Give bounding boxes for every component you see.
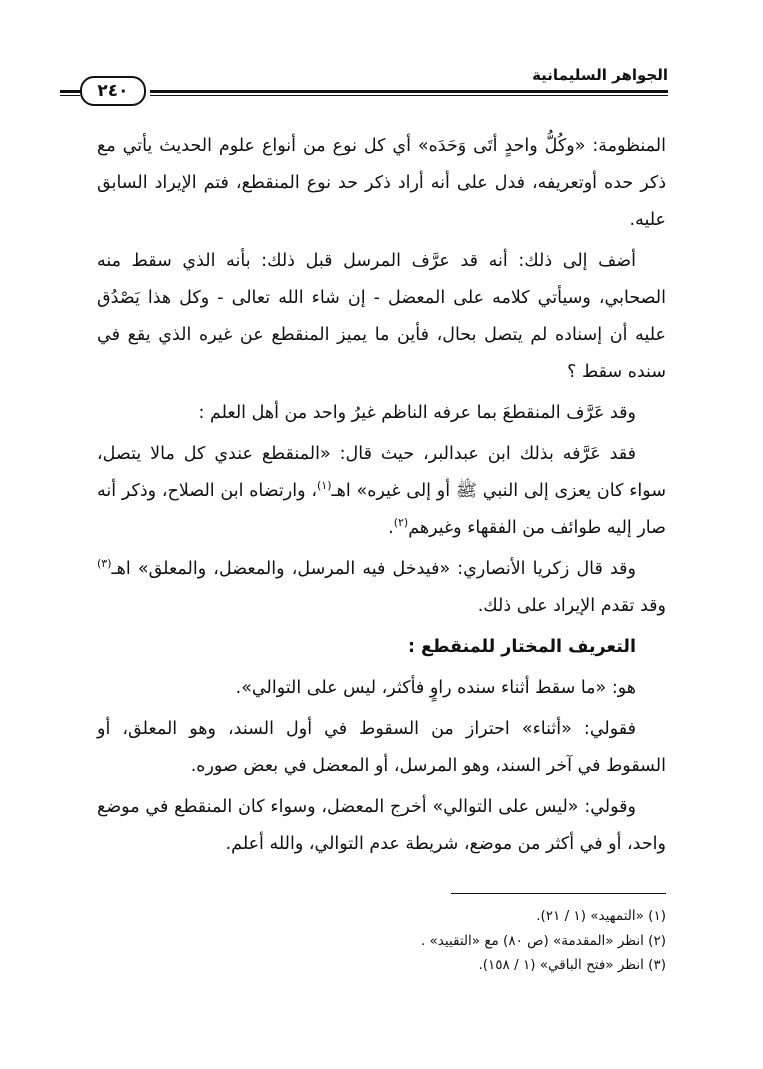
footnote-2: (٢) انظر «المقدمة» (ص ٨٠) مع «التقييد» . (420, 932, 666, 949)
paragraph-4-text-a: فقد عَرَّفه بذلك ابن عبدالبر، حيث قال: «المنقطع عندي كل مالا يتصل، سواء كان يعزى إلى النبي ﷺ أو إلى غيره» اهـ (97, 444, 667, 501)
paragraph-1: المنظومة: «وكُلُّ واحدٍ أتَى وَحَدَه» أي كل نوع من أنواع علوم الحديث يأتي مع ذكر حده أوتعريفه، فدل على أنه أراد ذكر حد نوع المنقطع، فتم الإيراد السابق عليه. (97, 136, 666, 230)
footnote-ref-1: (١) (317, 479, 332, 493)
page-header (60, 62, 668, 108)
paragraph-4-text-c: . (388, 518, 394, 538)
header-rule-thin (150, 95, 668, 96)
paragraph-2: أضف إلى ذلك: أنه قد عرَّف المرسل قبل ذلك: بأنه الذي سقط منه الصحابي، وسيأتي كلامه على المعضل - إن شاء الله تعالى - وكل هذا يَصْدُق عليه أن إسناده لم يتصل بحال، فأين ما يميز المنقطع عن غيره الذي يقع في سنده سقط ؟ (97, 251, 666, 382)
main-text (97, 128, 666, 867)
header-left-rule (60, 90, 80, 93)
paragraph-8: وقولي: «ليس على التوالي» أخرج المعضل، وسواء كان المنقطع في موضع واحد، أو في أكثر من موضع، شريطة عدم التوالي، والله أعلم. (97, 797, 666, 854)
paragraph-5 (97, 551, 666, 625)
footnotes (97, 904, 666, 978)
paragraph-6: هو: «ما سقط أثناء سنده راوٍ فأكثر، ليس على التوالي». (235, 678, 636, 698)
book-title: الجواهر السليمانية (532, 66, 668, 84)
paragraph-5-text-a: وقد قال زكريا الأنصاري: «فيدخل فيه المرسل، والمعضل، والمعلق» اهـ (111, 559, 636, 579)
paragraph-4-text-b: ، وارتضاه ابن الصلاح، وذكر أنه صار إليه طوائف من الفقهاء وغيرهم (97, 481, 666, 538)
footnote-3: (٣) انظر «فتح الباقي» (١ / ١٥٨). (478, 957, 666, 973)
paragraph-3: وقد عَرَّف المنقطعَ بما عرفه الناظم غيرُ واحد من أهل العلم : (198, 403, 636, 423)
header-left-rule-thin (60, 95, 80, 96)
page-number: ٢٤٠ (80, 76, 146, 106)
footnote-ref-3: (٣) (97, 557, 112, 571)
footnote-separator (451, 893, 666, 894)
paragraph-5-text-b: وقد تقدم الإيراد على ذلك. (477, 596, 666, 616)
paragraph-4 (97, 436, 666, 547)
header-rule (150, 90, 668, 93)
section-heading: التعريف المختار للمنقطع : (407, 637, 636, 657)
footnote-ref-2: (٢) (393, 516, 409, 530)
footnote-1: (١) «التمهيد» (١ / ٢١). (536, 908, 666, 924)
paragraph-7: فقولي: «أثناء» احتراز من السقوط في أول السند، وهو المعلق، أو السقوط في آخر السند، وهو المرسل، أو المعضل في بعض صوره. (97, 719, 666, 776)
